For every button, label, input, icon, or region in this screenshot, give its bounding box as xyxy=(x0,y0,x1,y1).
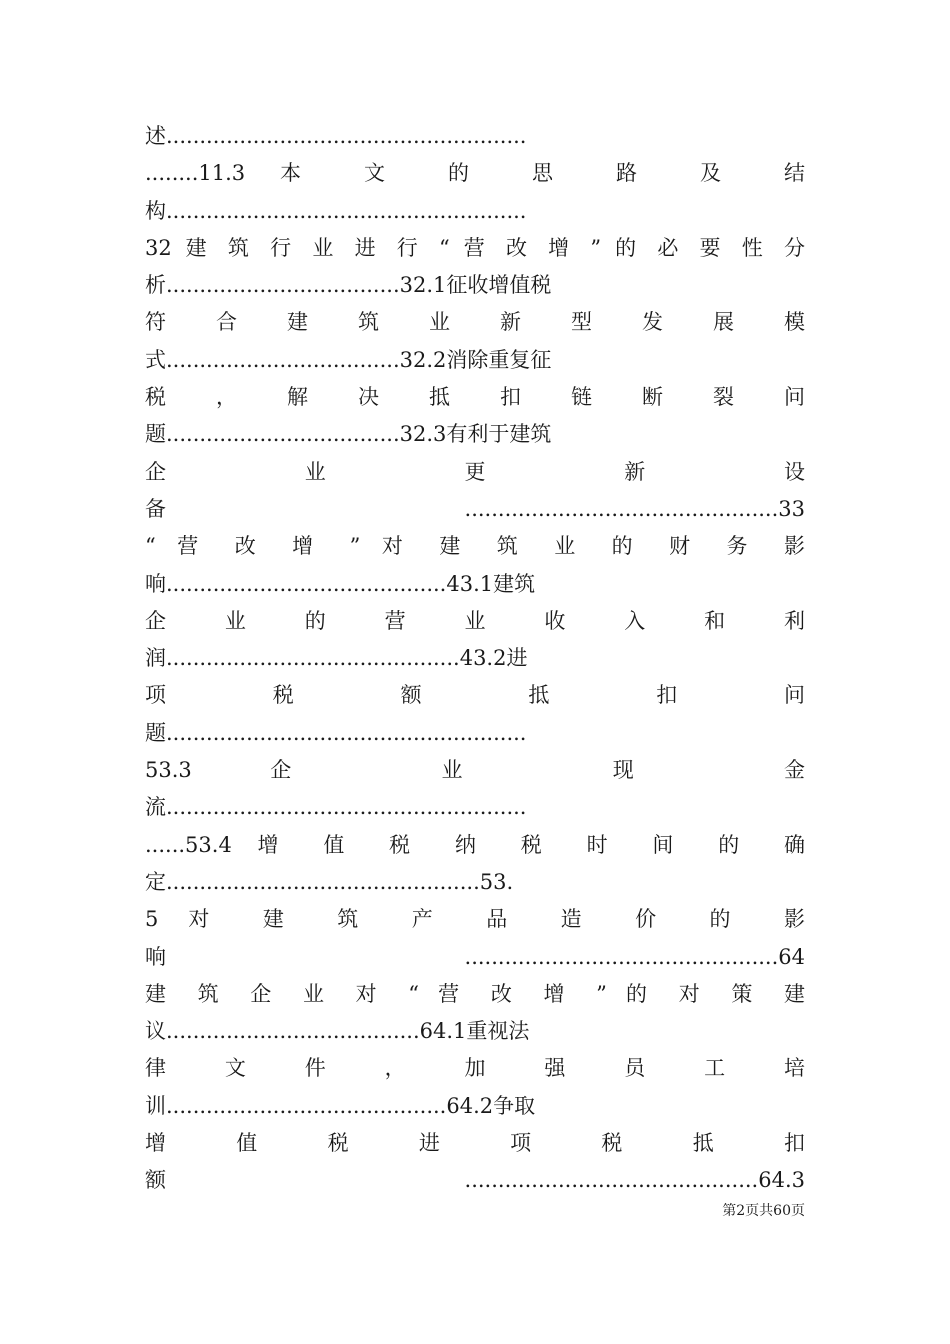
toc-line: 响 ...............................................64 xyxy=(145,944,805,969)
toc-line: 润............................................43.2进 xyxy=(145,646,528,671)
toc-line: 响..........................................43.1建筑 xyxy=(145,571,536,596)
toc-line: 符 合 建 筑 业 新 型 发 展 模 xyxy=(145,310,805,335)
toc-line: 备 ...............................................33 xyxy=(145,496,805,521)
toc-line: 议......................................64.1重视法 xyxy=(145,1019,530,1044)
toc-line: 训..........................................64.2争取 xyxy=(145,1093,536,1118)
toc-line: ........11.3 本 文 的 思 路 及 结 xyxy=(145,161,805,186)
toc-line: 增 值 税 进 项 税 抵 扣 xyxy=(145,1131,805,1156)
toc-line: “ 营 改 增 ” 对 建 筑 业 的 财 务 影 xyxy=(145,534,805,559)
toc-line: 题...................................32.3有利于建筑 xyxy=(145,422,552,447)
toc-line: ......53.4 增 值 税 纳 税 时 间 的 确 xyxy=(145,832,805,857)
toc-line: 构...................................................... xyxy=(145,198,527,223)
toc-line: 式...................................32.2消除重复征 xyxy=(145,347,552,372)
toc-line: 额 ............................................64.3 xyxy=(145,1168,805,1193)
toc-line: 建 筑 企 业 对 “ 营 改 增 ” 的 对 策 建 xyxy=(145,981,805,1006)
toc-line: 32 建 筑 行 业 进 行 “ 营 改 增 ” 的 必 要 性 分 xyxy=(145,235,805,260)
toc-line: 定...............................................53. xyxy=(145,869,514,894)
toc-line: 律 文 件 ， 加 强 员 工 培 xyxy=(145,1056,805,1081)
toc-line: 流...................................................... xyxy=(145,795,527,820)
table-of-contents xyxy=(145,118,805,1200)
toc-line: 税 ， 解 决 抵 扣 链 断 裂 问 xyxy=(145,385,805,410)
page-footer: 第2页共60页 xyxy=(722,1203,805,1219)
toc-line: 企 业 的 营 业 收 入 和 利 xyxy=(145,608,805,633)
toc-line: 项 税 额 抵 扣 问 xyxy=(145,683,805,708)
toc-line: 5 对 建 筑 产 品 造 价 的 影 xyxy=(145,907,805,932)
toc-line: 53.3 企 业 现 金 xyxy=(145,758,805,783)
toc-line: 题...................................................... xyxy=(145,720,527,745)
toc-line: 述...................................................... xyxy=(145,124,527,148)
toc-line: 析...................................32.1征收增值税 xyxy=(145,273,552,298)
toc-line: 企 业 更 新 设 xyxy=(145,459,805,484)
